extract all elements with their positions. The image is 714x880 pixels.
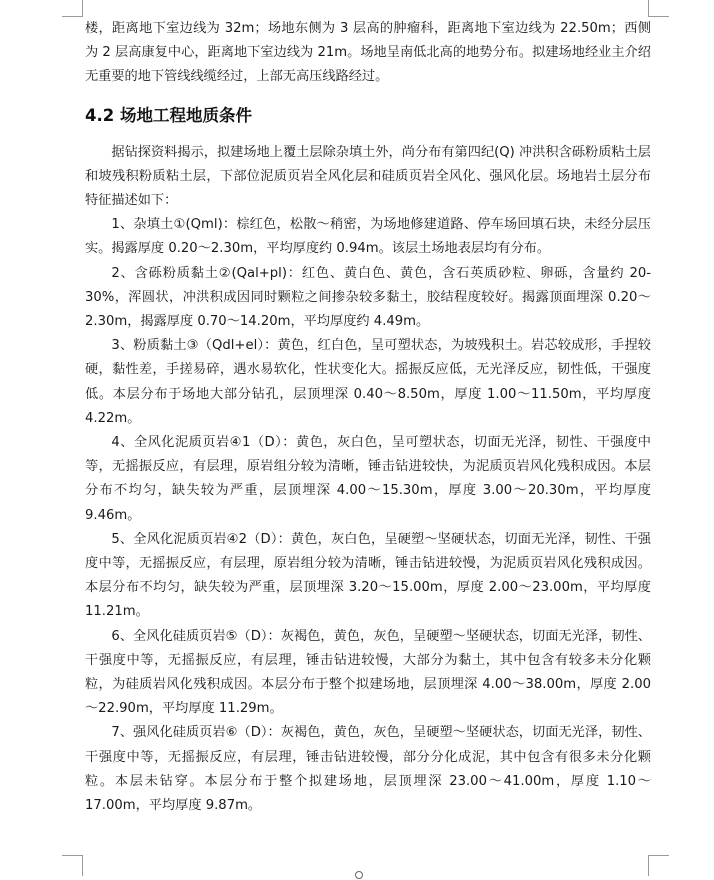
crop-mark-bottom-right <box>648 855 669 876</box>
page-footer-marker <box>355 871 363 879</box>
layer-paragraph-6: 6、全风化硅质页岩⑤（D）：灰褐色，黄色，灰色，呈硬塑～坚硬状态，切面无光泽，韧性、干强度中等，无摇振反应，有层理，锤击钻进较慢，大部分为黏土，其中包含有较多未分化颗粒，为硅质岩风化残积成因。本层分布于整个拟建场地，层顶埋深 4.00～38.00m，厚度 2.00～22.90m，平均厚度 11.29m。 <box>85 628 651 717</box>
intro-paragraph: 楼，距离地下室边线为 32m；场地东侧为 3 层高的肿瘤科，距离地下室边线为 22.50m；西侧为 2 层高康复中心，距离地下室边线为 21m。场地呈南低北高的地势分布。拟建场地经业主介绍无重要的地下管线线缆经过，上部无高压线路经过。 <box>85 21 651 85</box>
layer-paragraph-1: 1、杂填土①(Qml)：棕红色，松散～稍密，为场地修建道路、停车场回填石块，未经分层压实。揭露厚度 0.20～2.30m，平均厚度约 0.94m。该层土场地表层均有分布。 <box>85 217 651 257</box>
crop-mark-top-left <box>62 0 83 17</box>
layer-paragraph-3: 3、粉质黏土③（Qdl+el）：黄色，红白色，呈可塑状态，为坡残积土。岩芯较成形，手捏较硬，黏性差，手搓易碎，遇水易软化，性状变化大。摇振反应低，无光泽反应，韧性低，干强度低。本层分布于场地大部分钻孔，层顶埋深 0.40～8.50m，厚度 1.00～11.50m，平均厚度 4.22m。 <box>85 338 651 426</box>
overview-paragraph: 据钻探资料揭示，拟建场地上覆土层除杂填土外，尚分布有第四纪(Q) 冲洪积含砾粉质粘土层和坡残积粉质粘土层，下部位泥质页岩全风化层和硅质页岩全风化、强风化层。场地岩土层分布特征描述如下： <box>85 144 651 209</box>
document-body <box>85 17 651 818</box>
section-heading: 4.2 场地工程地质条件 <box>85 105 252 125</box>
layer-paragraph-7: 7、强风化硅质页岩⑥（D）：灰褐色，黄色，灰色，呈硬塑～坚硬状态，切面无光泽，韧性、干强度中等，无摇振反应，有层理，锤击钻进较慢，部分分化成泥，其中包含有很多未分化颗粒。本层未钻穿。本层分布于整个拟建场地，层顶埋深 23.00～41.00m，厚度 1.10～17.00m，平均厚度 9.87m。 <box>85 725 651 814</box>
layer-paragraph-5: 5、全风化泥质页岩④2（D）：黄色，灰白色，呈硬塑～坚硬状态，切面无光泽，韧性、干强度中等，无摇振反应，有层理，原岩组分较为清晰，锤击钻进较慢，为泥质页岩风化残积成因。本层分布不均匀，缺失较为严重，层顶埋深 3.20～15.00m，厚度 2.00～23.00m，平均厚度 11.21m。 <box>85 531 651 620</box>
layer-paragraph-2: 2、含砾粉质黏土②(Qal+pl)：红色、黄白色、黄色，含石英质砂粒、卵砾，含量约 20-30%，浑圆状，冲洪积成因同时颗粒之间掺杂较多黏土，胶结程度较好。揭露顶面埋深 0.20～2.30m，揭露厚度 0.70～14.20m，平均厚度约 4.49m。 <box>85 265 651 330</box>
crop-mark-bottom-left <box>62 855 83 876</box>
crop-mark-top-right <box>648 0 669 17</box>
layer-paragraph-4: 4、全风化泥质页岩④1（D）：黄色，灰白色，呈可塑状态，切面无光泽，韧性、干强度中等，无摇振反应，有层理，原岩组分较为清晰，锤击钻进较快，为泥质页岩风化残积成因。本层分布不均匀，缺失较为严重，层顶埋深 4.00～15.30m，厚度 3.00～20.30m，平均厚度 9.46m。 <box>85 435 651 523</box>
